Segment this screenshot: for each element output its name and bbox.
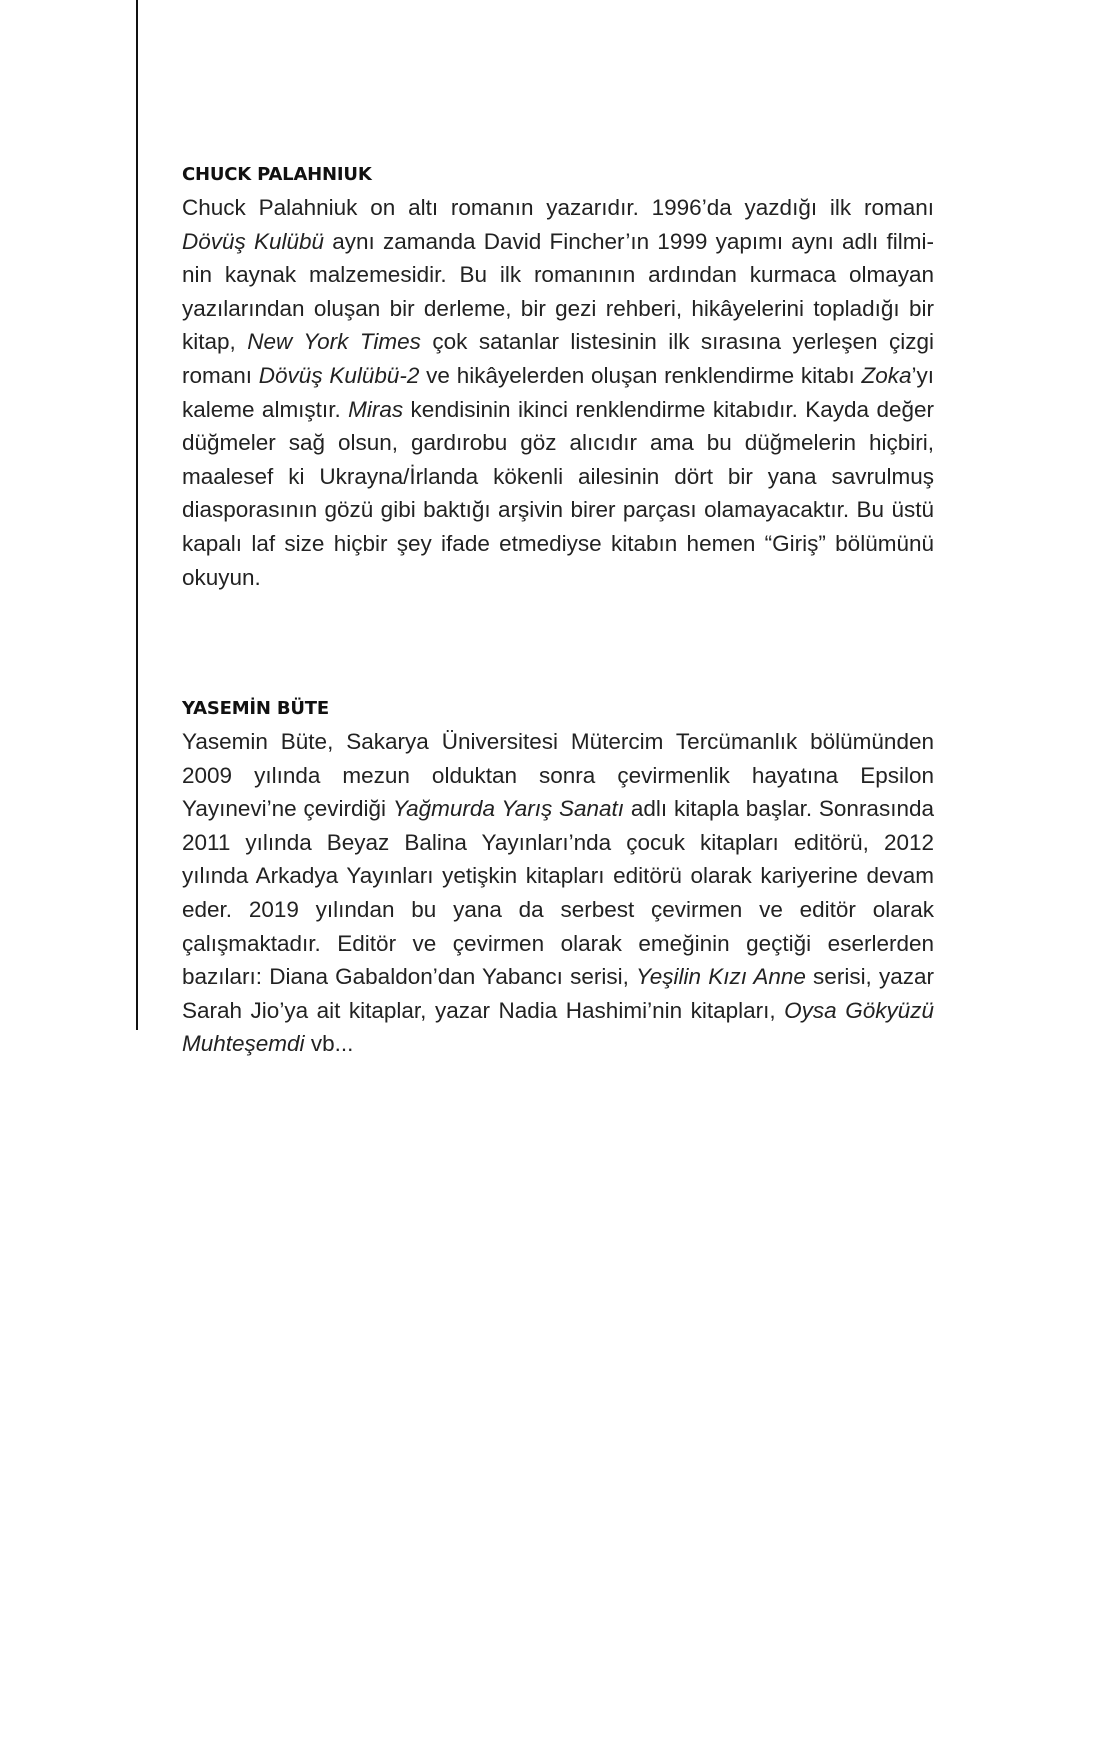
text-run: Yasemin Büte, Sakarya Üniversitesi Mütercim Tercümanlık bölümünden 2009 yılında mezun olduktan sonra çevirmenlik hayatına Epsilon Yayınevi’ne çevirdiği	[182, 729, 934, 822]
text-run: çok satanlar listesinin ilk sırasına yerleşen çizgi romanı	[182, 329, 934, 388]
text-run: ve hikâyelerden oluşan renklendirme kitabı	[419, 362, 862, 388]
italic-title: New York Times	[247, 329, 421, 355]
author-name: CHUCK PALAHNIUK	[182, 164, 372, 185]
italic-title: Dövüş Kulübü-2	[258, 362, 420, 388]
italic-title: Dövüş Kulübü	[182, 228, 325, 254]
italic-title: Yağmurda Yarış Sanatı	[392, 796, 625, 822]
text-run: Chuck Palahniuk on altı romanın yazarıdır. 1996’da yazdığı ilk romanı	[182, 195, 934, 220]
author-bio	[182, 164, 934, 594]
text-run: aynı zamanda David Fincher’ın 1999 yapımı aynı adlı filminin kaynak malzemesidir. Bu ilk romanının ardından kurmaca olmayan yazılarından oluşan bir derleme, bir gezi rehberi, hikâyelerini topladığı bir kitap,	[182, 228, 934, 355]
italic-title: Miras	[348, 396, 404, 422]
text-run: ’yı kaleme almıştır.	[182, 362, 934, 422]
italic-title: Zoka	[861, 362, 912, 388]
author-bio-text	[182, 191, 934, 594]
text-run: serisi, yazar Sarah Jio’ya ait kitaplar, yazar Nadia Hashimi’nin kitapları,	[182, 964, 935, 1023]
translator-name: YASEMİN BÜTE	[182, 698, 329, 719]
italic-title: Yeşilin Kızı Anne	[636, 964, 806, 990]
translator-bio-text	[182, 725, 934, 1061]
text-run: kendisinin ikinci renklendirme kitabıdır. Kayda değer düğmeler sağ olsun, gardırobu göz alıcıdır ama bu düğmelerin hiçbiri, maalesef ki Ukrayna/İrlanda kökenli ailesinin dört bir yana savrulmuş diasporasının gözü gibi baktığı arşivin birer parçası olamayacaktır. Bu üstü kapalı laf size hiçbir şey ifade etmediyse kitabın hemen “Giriş” bölümünü okuyun.	[182, 396, 934, 590]
text-run: adlı kitapla başlar. Sonrasında 2011 yılında Beyaz Balina Yayınları’nda çocuk kitapları editörü, 2012 yılında Arkadya Yayınları yetişkin kitapları editörü olarak kariyerine devam eder. 2019 yılından bu yana da serbest çevirmen ve editör olarak çalışmaktadır. Editör ve çevirmen olarak emeğinin geçtiği eserlerden bazıları: Diana Gabaldon’dan Yabancı serisi,	[182, 796, 934, 990]
translator-bio	[182, 698, 934, 1061]
italic-title: Oysa Gökyüzü Muhteşemdi	[182, 997, 934, 1057]
text-run: vb...	[304, 1031, 354, 1057]
page-margin-rule	[136, 0, 138, 1030]
